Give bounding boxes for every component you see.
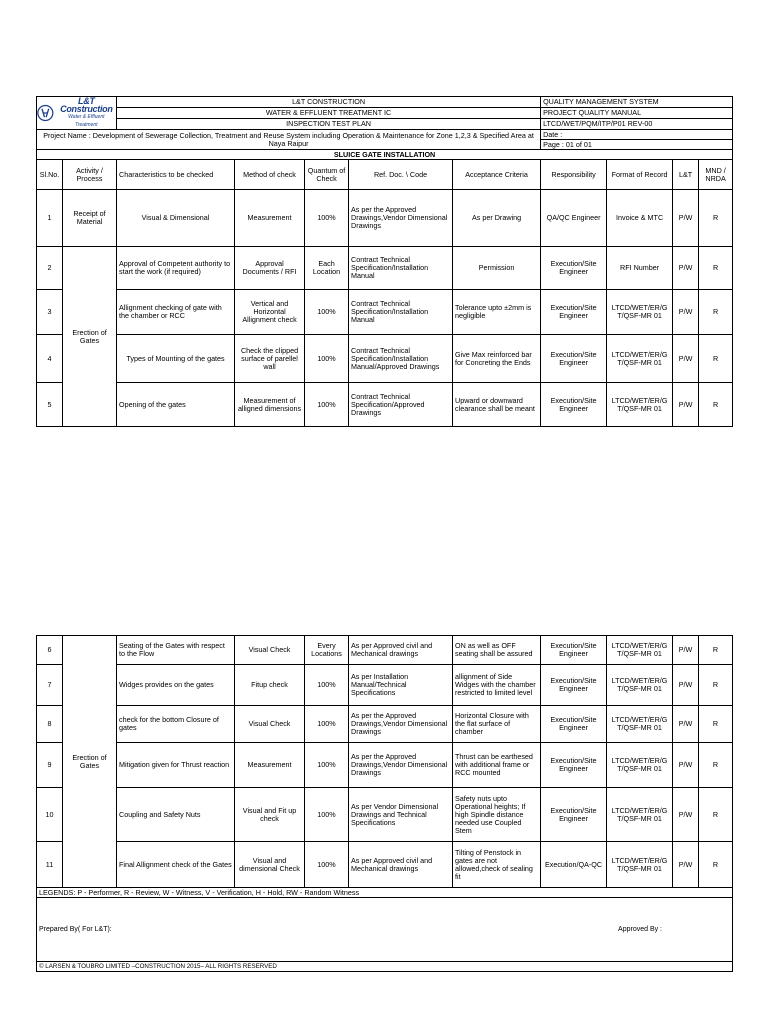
table-row (37, 335, 733, 383)
qms-title: QUALITY MANAGEMENT SYSTEM (541, 97, 733, 108)
row-characteristics: Allignment checking of gate with the chamber or RCC (117, 290, 235, 335)
table-row (37, 842, 733, 888)
row-lt: P/W (673, 665, 699, 706)
col-header-lt: L&T (673, 160, 699, 190)
col-header-format: Format of Record (607, 160, 673, 190)
row-characteristics: Seating of the Gates with respect to the Flow (117, 636, 235, 665)
row-mnd: R (699, 247, 733, 290)
table-row (37, 190, 733, 247)
project-name: Project Name : Development of Sewerage Collection, Treatment and Reuse System including Operation & Maintenance for Zone 1,2,3 & Specified Area at Naya Raipur (37, 130, 541, 150)
row-slno: 3 (37, 290, 63, 335)
approved-by-label: Approved By : (618, 925, 662, 933)
table-row (37, 636, 733, 665)
row-quantum: 100% (305, 842, 349, 888)
row-lt: P/W (673, 247, 699, 290)
company-name: L&T CONSTRUCTION (117, 97, 541, 108)
row-responsibility: Execution/Site Engineer (541, 706, 607, 743)
row-quantum: 100% (305, 706, 349, 743)
row-method: Visual Check (235, 636, 305, 665)
row-lt: P/W (673, 335, 699, 383)
row-ref-doc: As per Approved civil and Mechanical drawings (349, 842, 453, 888)
row-activity-erection: Erection of Gates (63, 636, 117, 888)
row-method: Check the clipped surface of parellel wall (235, 335, 305, 383)
row-ref-doc: As per Vendor Dimensional Drawings and Technical Specifications (349, 788, 453, 842)
row-acceptance: Horizontal Closure with the flat surface of chamber (453, 706, 541, 743)
row-acceptance: Permission (453, 247, 541, 290)
col-header-activity: Activity / Process (63, 160, 117, 190)
row-method: Fitup check (235, 665, 305, 706)
row-acceptance: ON as well as OFF seating shall be assured (453, 636, 541, 665)
row-responsibility: Execution/Site Engineer (541, 788, 607, 842)
row-mnd: R (699, 788, 733, 842)
row-mnd: R (699, 706, 733, 743)
row-slno: 11 (37, 842, 63, 888)
row-ref-doc: Contract Technical Specification/Approved Drawings (349, 383, 453, 427)
row-lt: P/W (673, 190, 699, 247)
col-header-slno: Sl.No. (37, 160, 63, 190)
signature-block (37, 898, 733, 962)
table-row (37, 706, 733, 743)
prepared-by-label: Prepared By( For L&T): (39, 925, 112, 933)
row-slno: 4 (37, 335, 63, 383)
row-format: LTCD/WET/ER/G T/QSF-MR 01 (607, 842, 673, 888)
row-acceptance: Upward or downward clearance shall be meant (453, 383, 541, 427)
col-header-acceptance: Acceptance Criteria (453, 160, 541, 190)
col-header-mnd: MND / NRDA (699, 160, 733, 190)
row-slno: 8 (37, 706, 63, 743)
row-mnd: R (699, 636, 733, 665)
row-acceptance: As per Drawing (453, 190, 541, 247)
row-characteristics: Opening of the gates (117, 383, 235, 427)
row-ref-doc: Contract Technical Specification/Installation Manual/Approved Drawings (349, 335, 453, 383)
row-responsibility: Execution/Site Engineer (541, 335, 607, 383)
table-row (37, 383, 733, 427)
row-characteristics: Mitigation given for Thrust reaction (117, 743, 235, 788)
row-lt: P/W (673, 743, 699, 788)
row-ref-doc: Contract Technical Specification/Installation Manual (349, 290, 453, 335)
row-lt: P/W (673, 636, 699, 665)
row-mnd: R (699, 743, 733, 788)
row-quantum: 100% (305, 190, 349, 247)
col-header-responsibility: Responsibility (541, 160, 607, 190)
row-responsibility: Execution/Site Engineer (541, 247, 607, 290)
row-quantum: 100% (305, 665, 349, 706)
row-responsibility: QA/QC Engineer (541, 190, 607, 247)
row-responsibility: Execution/Site Engineer (541, 636, 607, 665)
row-ref-doc: As per Approved civil and Mechanical drawings (349, 636, 453, 665)
row-lt: P/W (673, 842, 699, 888)
row-activity-erection: Erection of Gates (63, 247, 117, 427)
row-slno: 7 (37, 665, 63, 706)
date-label: Date : (541, 130, 733, 140)
row-format: LTCD/WET/ER/G T/QSF-MR 01 (607, 706, 673, 743)
row-responsibility: Execution/Site Engineer (541, 743, 607, 788)
row-quantum: 100% (305, 335, 349, 383)
table-row (37, 247, 733, 290)
lt-logo-icon (37, 103, 54, 123)
row-slno: 10 (37, 788, 63, 842)
row-characteristics: check for the bottom Closure of gates (117, 706, 235, 743)
col-header-characteristics: Characteristics to be checked (117, 160, 235, 190)
row-method: Visual Check (235, 706, 305, 743)
logo-subtitle: Water & Effluent Treatment (68, 114, 105, 128)
row-method: Visual and dimensional Check (235, 842, 305, 888)
row-quantum: 100% (305, 743, 349, 788)
row-slno: 2 (37, 247, 63, 290)
row-method: Measurement (235, 190, 305, 247)
row-lt: P/W (673, 290, 699, 335)
document-type: INSPECTION TEST PLAN (117, 119, 541, 130)
row-characteristics: Final Allignment check of the Gates (117, 842, 235, 888)
row-format: LTCD/WET/ER/G T/QSF-MR 01 (607, 383, 673, 427)
row-mnd: R (699, 335, 733, 383)
row-acceptance: allignment of Side Widges with the chamber restricted to limited level (453, 665, 541, 706)
manual-title: PROJECT QUALITY MANUAL (541, 108, 733, 119)
col-header-method: Method of check (235, 160, 305, 190)
col-header-ref-doc: Ref. Doc. \ Code (349, 160, 453, 190)
row-quantum: 100% (305, 290, 349, 335)
row-responsibility: Execution/Site Engineer (541, 383, 607, 427)
division-name: WATER & EFFLUENT TREATMENT IC (117, 108, 541, 119)
col-header-quantum: Quantum of Check (305, 160, 349, 190)
row-format: LTCD/WET/ER/G T/QSF-MR 01 (607, 290, 673, 335)
row-slno: 6 (37, 636, 63, 665)
row-quantum: 100% (305, 383, 349, 427)
row-acceptance: Thrust can be earthesed with additional frame or RCC mounted (453, 743, 541, 788)
row-format: Invoice & MTC (607, 190, 673, 247)
row-activity: Receipt of Material (63, 190, 117, 247)
row-quantum: 100% (305, 788, 349, 842)
row-format: LTCD/WET/ER/G T/QSF-MR 01 (607, 636, 673, 665)
row-characteristics: Coupling and Safety Nuts (117, 788, 235, 842)
itp-table-page-2 (36, 635, 733, 972)
table-row (37, 290, 733, 335)
row-slno: 9 (37, 743, 63, 788)
row-mnd: R (699, 383, 733, 427)
row-method: Measurement of alligned dimensions (235, 383, 305, 427)
row-acceptance: Safety nuts upto Operational heights; If high Spindle distance needed use Coupled Stem (453, 788, 541, 842)
row-quantum: Every Locations (305, 636, 349, 665)
row-format: LTCD/WET/ER/G T/QSF-MR 01 (607, 335, 673, 383)
row-mnd: R (699, 842, 733, 888)
table-row (37, 788, 733, 842)
row-slno: 5 (37, 383, 63, 427)
row-method: Approval Documents / RFI (235, 247, 305, 290)
row-ref-doc: Contract Technical Specification/Installation Manual (349, 247, 453, 290)
row-responsibility: Execution/Site Engineer (541, 290, 607, 335)
row-responsibility: Execution/Site Engineer (541, 665, 607, 706)
row-acceptance: Tilting of Penstock in gates are not allowed,check of sealing fit (453, 842, 541, 888)
page-label: Page : 01 of 01 (541, 140, 733, 150)
row-ref-doc: As per Installation Manual/Technical Specifications (349, 665, 453, 706)
copyright-notice: © LARSEN & TOUBRO LIMITED –CONSTRUCTION 2015– ALL RIGHTS RESERVED (37, 962, 733, 972)
row-lt: P/W (673, 706, 699, 743)
table-row (37, 743, 733, 788)
row-characteristics: Approval of Competent authority to start the work (if required) (117, 247, 235, 290)
row-format: RFI Number (607, 247, 673, 290)
row-method: Visual and Fit up check (235, 788, 305, 842)
legends: LEGENDS: P - Performer, R - Review, W - Witness, V - Verification, H - Hold, RW - Random Witness (37, 888, 733, 898)
document-number: LTCD/WET/PQM/ITP/P01 REV-00 (541, 119, 733, 130)
row-mnd: R (699, 665, 733, 706)
row-mnd: R (699, 190, 733, 247)
row-responsibility: Execution/QA-QC (541, 842, 607, 888)
company-logo (37, 97, 117, 130)
section-title: SLUICE GATE INSTALLATION (37, 150, 733, 160)
row-acceptance: Give Max reinforced bar for Concreting the Ends (453, 335, 541, 383)
row-format: LTCD/WET/ER/G T/QSF-MR 01 (607, 665, 673, 706)
column-header-row (37, 160, 733, 190)
row-lt: P/W (673, 383, 699, 427)
row-method: Measurement (235, 743, 305, 788)
row-characteristics: Widges provides on the gates (117, 665, 235, 706)
row-method: Vertical and Horizontal Allignment check (235, 290, 305, 335)
row-format: LTCD/WET/ER/G T/QSF-MR 01 (607, 788, 673, 842)
row-ref-doc: As per the Approved Drawings,Vendor Dimensional Drawings (349, 706, 453, 743)
row-quantum: Each Location (305, 247, 349, 290)
row-lt: P/W (673, 788, 699, 842)
row-format: LTCD/WET/ER/G T/QSF-MR 01 (607, 743, 673, 788)
row-slno: 1 (37, 190, 63, 247)
logo-name: L&T Construction (60, 96, 113, 114)
row-mnd: R (699, 290, 733, 335)
row-characteristics: Visual & Dimensional (117, 190, 235, 247)
itp-table-page-1 (36, 96, 733, 427)
table-row (37, 665, 733, 706)
row-ref-doc: As per the Approved Drawings,Vendor Dimensional Drawings (349, 190, 453, 247)
row-ref-doc: As per the Approved Drawings,Vendor Dimensional Drawings (349, 743, 453, 788)
row-acceptance: Tolerance upto ±2mm is negligible (453, 290, 541, 335)
row-characteristics: Types of Mounting of the gates (117, 335, 235, 383)
